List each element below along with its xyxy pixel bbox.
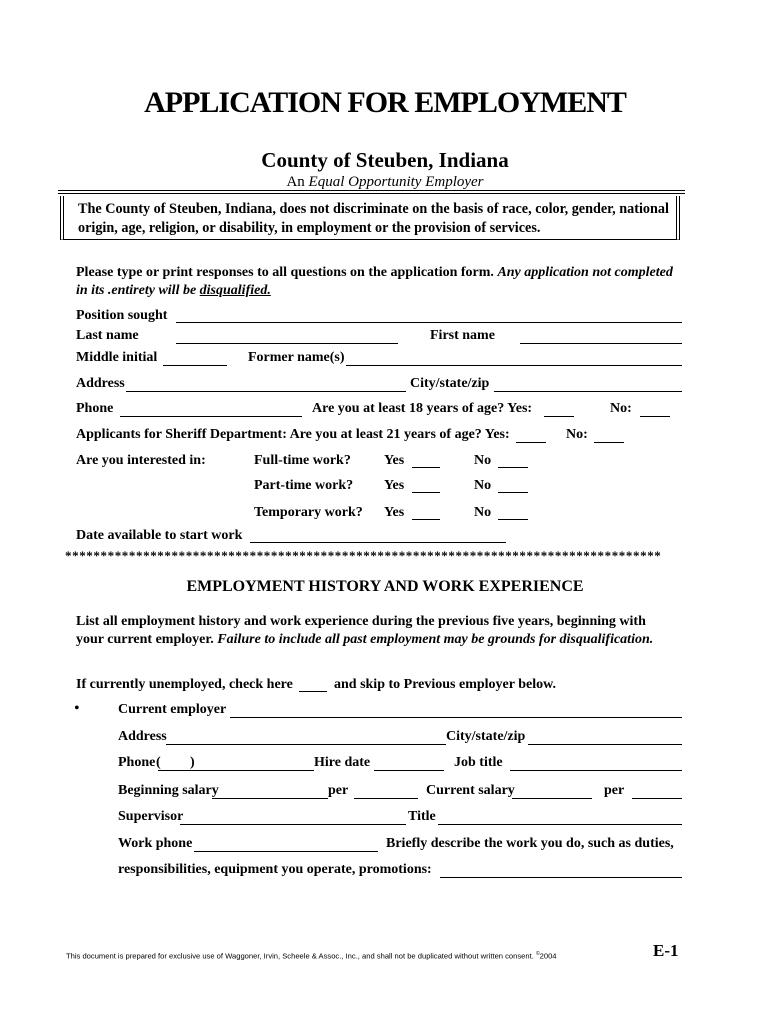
current-employer-bullet: • [74,700,80,717]
eoe-prefix: An [286,174,309,190]
form-instructions [76,264,676,300]
first-name-field[interactable] [520,343,682,344]
job-title-field[interactable] [510,770,682,771]
beginning-salary-per-label: per [328,783,349,798]
employment-intro [76,613,666,649]
first-name-label: First name [430,328,495,343]
last-name-label: Last name [76,328,139,343]
temporary-yes-label: Yes [384,505,405,520]
job-title-label: Job title [454,755,503,770]
age-18-no-label: No: [610,401,632,416]
employer-address-label: Address [118,729,167,744]
current-salary-field[interactable] [512,798,592,799]
page-title: APPLICATION FOR EMPLOYMENT [144,86,626,119]
sheriff-yes-field[interactable] [516,442,546,443]
part-time-no-label: No [474,478,492,493]
work-phone-label: Work phone [118,836,193,851]
hire-date-label: Hire date [314,755,371,770]
former-names-field[interactable] [346,365,682,366]
eoe-line [0,174,770,191]
nondiscrimination-notice: The County of Steuben, Indiana, does not discriminate on the basis of race, color, gender, national origin, age, religion, or disability, in employment or the provision of services. [60,196,680,240]
employer-city-state-zip-field[interactable] [528,744,682,745]
part-time-label: Part-time work? [254,478,354,493]
supervisor-field[interactable] [180,824,406,825]
footer-year: 2004 [539,951,557,961]
part-time-yes-field[interactable] [412,492,440,493]
full-time-yes-field[interactable] [412,467,440,468]
age-18-no-field[interactable] [640,416,670,417]
position-sought-label: Position sought [76,308,168,323]
employer-phone-close-paren: ) [190,755,195,770]
sheriff-no-label: No: [566,427,588,442]
phone-label: Phone [76,401,114,416]
footer-copyright-note [66,951,557,961]
employer-city-state-zip-label: City/state/zip [446,729,526,744]
city-state-zip-field[interactable] [494,391,682,392]
responsibilities-prompt: responsibilities, equipment you operate, promotions: [118,862,432,877]
instructions-disqualified: disqualified. [199,283,271,298]
age-18-question: Are you at least 18 years of age? Yes: [312,401,533,416]
age-18-yes-field[interactable] [544,416,574,417]
full-time-label: Full-time work? [254,453,351,468]
describe-work-prompt: Briefly describe the work you do, such as duties, [386,836,674,851]
interest-label: Are you interested in: [76,453,206,468]
address-label: Address [76,376,125,391]
employment-section-title: EMPLOYMENT HISTORY AND WORK EXPERIENCE [186,578,584,595]
temporary-no-label: No [474,505,492,520]
full-time-no-field[interactable] [498,467,528,468]
temporary-yes-field[interactable] [412,519,440,520]
full-time-yes-label: Yes [384,453,405,468]
hire-date-field[interactable] [374,770,444,771]
former-names-label: Former name(s) [248,350,345,365]
instructions-plain: Please type or print responses to all questions on the application form. [76,265,498,280]
current-employer-label: Current employer [118,702,227,717]
middle-initial-field[interactable] [163,365,227,366]
date-available-field[interactable] [250,542,506,543]
part-time-no-field[interactable] [498,492,528,493]
copyright-mark: © [535,951,540,957]
city-state-zip-label: City/state/zip [410,376,490,391]
sheriff-age-question: Applicants for Sheriff Department: Are you at least 21 years of age? Yes: [76,427,510,442]
unemployed-suffix: and skip to Previous employer below. [334,677,556,692]
asterisk-separator: ************************************************************************************ [65,548,662,563]
middle-initial-label: Middle initial [76,350,158,365]
current-salary-per-field[interactable] [632,798,682,799]
employer-address-field[interactable] [166,744,446,745]
employer-phone-label: Phone [118,755,156,770]
page-number: E-1 [653,941,679,960]
employer-phone-field[interactable] [158,770,314,771]
supervisor-label: Supervisor [118,809,184,824]
phone-field[interactable] [120,416,302,417]
beginning-salary-per-field[interactable] [354,798,418,799]
date-available-label: Date available to start work [76,528,243,543]
eoe-italic: Equal Opportunity Employer [308,174,484,190]
supervisor-title-label: Title [408,809,436,824]
full-time-no-label: No [474,453,492,468]
employer-phone-open-paren: ( [156,755,161,770]
instructions-italic: Any application not completed in its .entirety will be [76,265,673,298]
part-time-yes-label: Yes [384,478,405,493]
address-field[interactable] [126,391,406,392]
unemployed-checkbox-field[interactable] [299,691,327,692]
current-employer-field[interactable] [230,717,682,718]
temporary-no-field[interactable] [498,519,528,520]
last-name-field[interactable] [176,343,398,344]
sheriff-no-field[interactable] [594,442,624,443]
county-subtitle: County of Steuben, Indiana [261,148,509,172]
beginning-salary-field[interactable] [212,798,328,799]
temporary-label: Temporary work? [254,505,363,520]
unemployed-prefix: If currently unemployed, check here [76,677,293,692]
supervisor-title-field[interactable] [438,824,682,825]
current-salary-per-label: per [604,783,625,798]
employment-intro-plain: List all employment history and work experience during the previous five years, beginning with your current employer. [76,614,646,647]
footer-note-text: This document is prepared for exclusive use of Waggoner, Irvin, Scheele & Assoc., Inc., and shall not be duplicated without written consent. [66,951,536,961]
beginning-salary-label: Beginning salary [118,783,219,798]
notice-top-rule [58,190,685,194]
work-description-field[interactable] [440,877,682,878]
employment-intro-italic: Failure to include all past employment may be grounds for disqualification. [217,632,654,647]
position-sought-field[interactable] [176,322,682,323]
current-salary-label: Current salary [426,783,515,798]
work-phone-field[interactable] [194,851,378,852]
